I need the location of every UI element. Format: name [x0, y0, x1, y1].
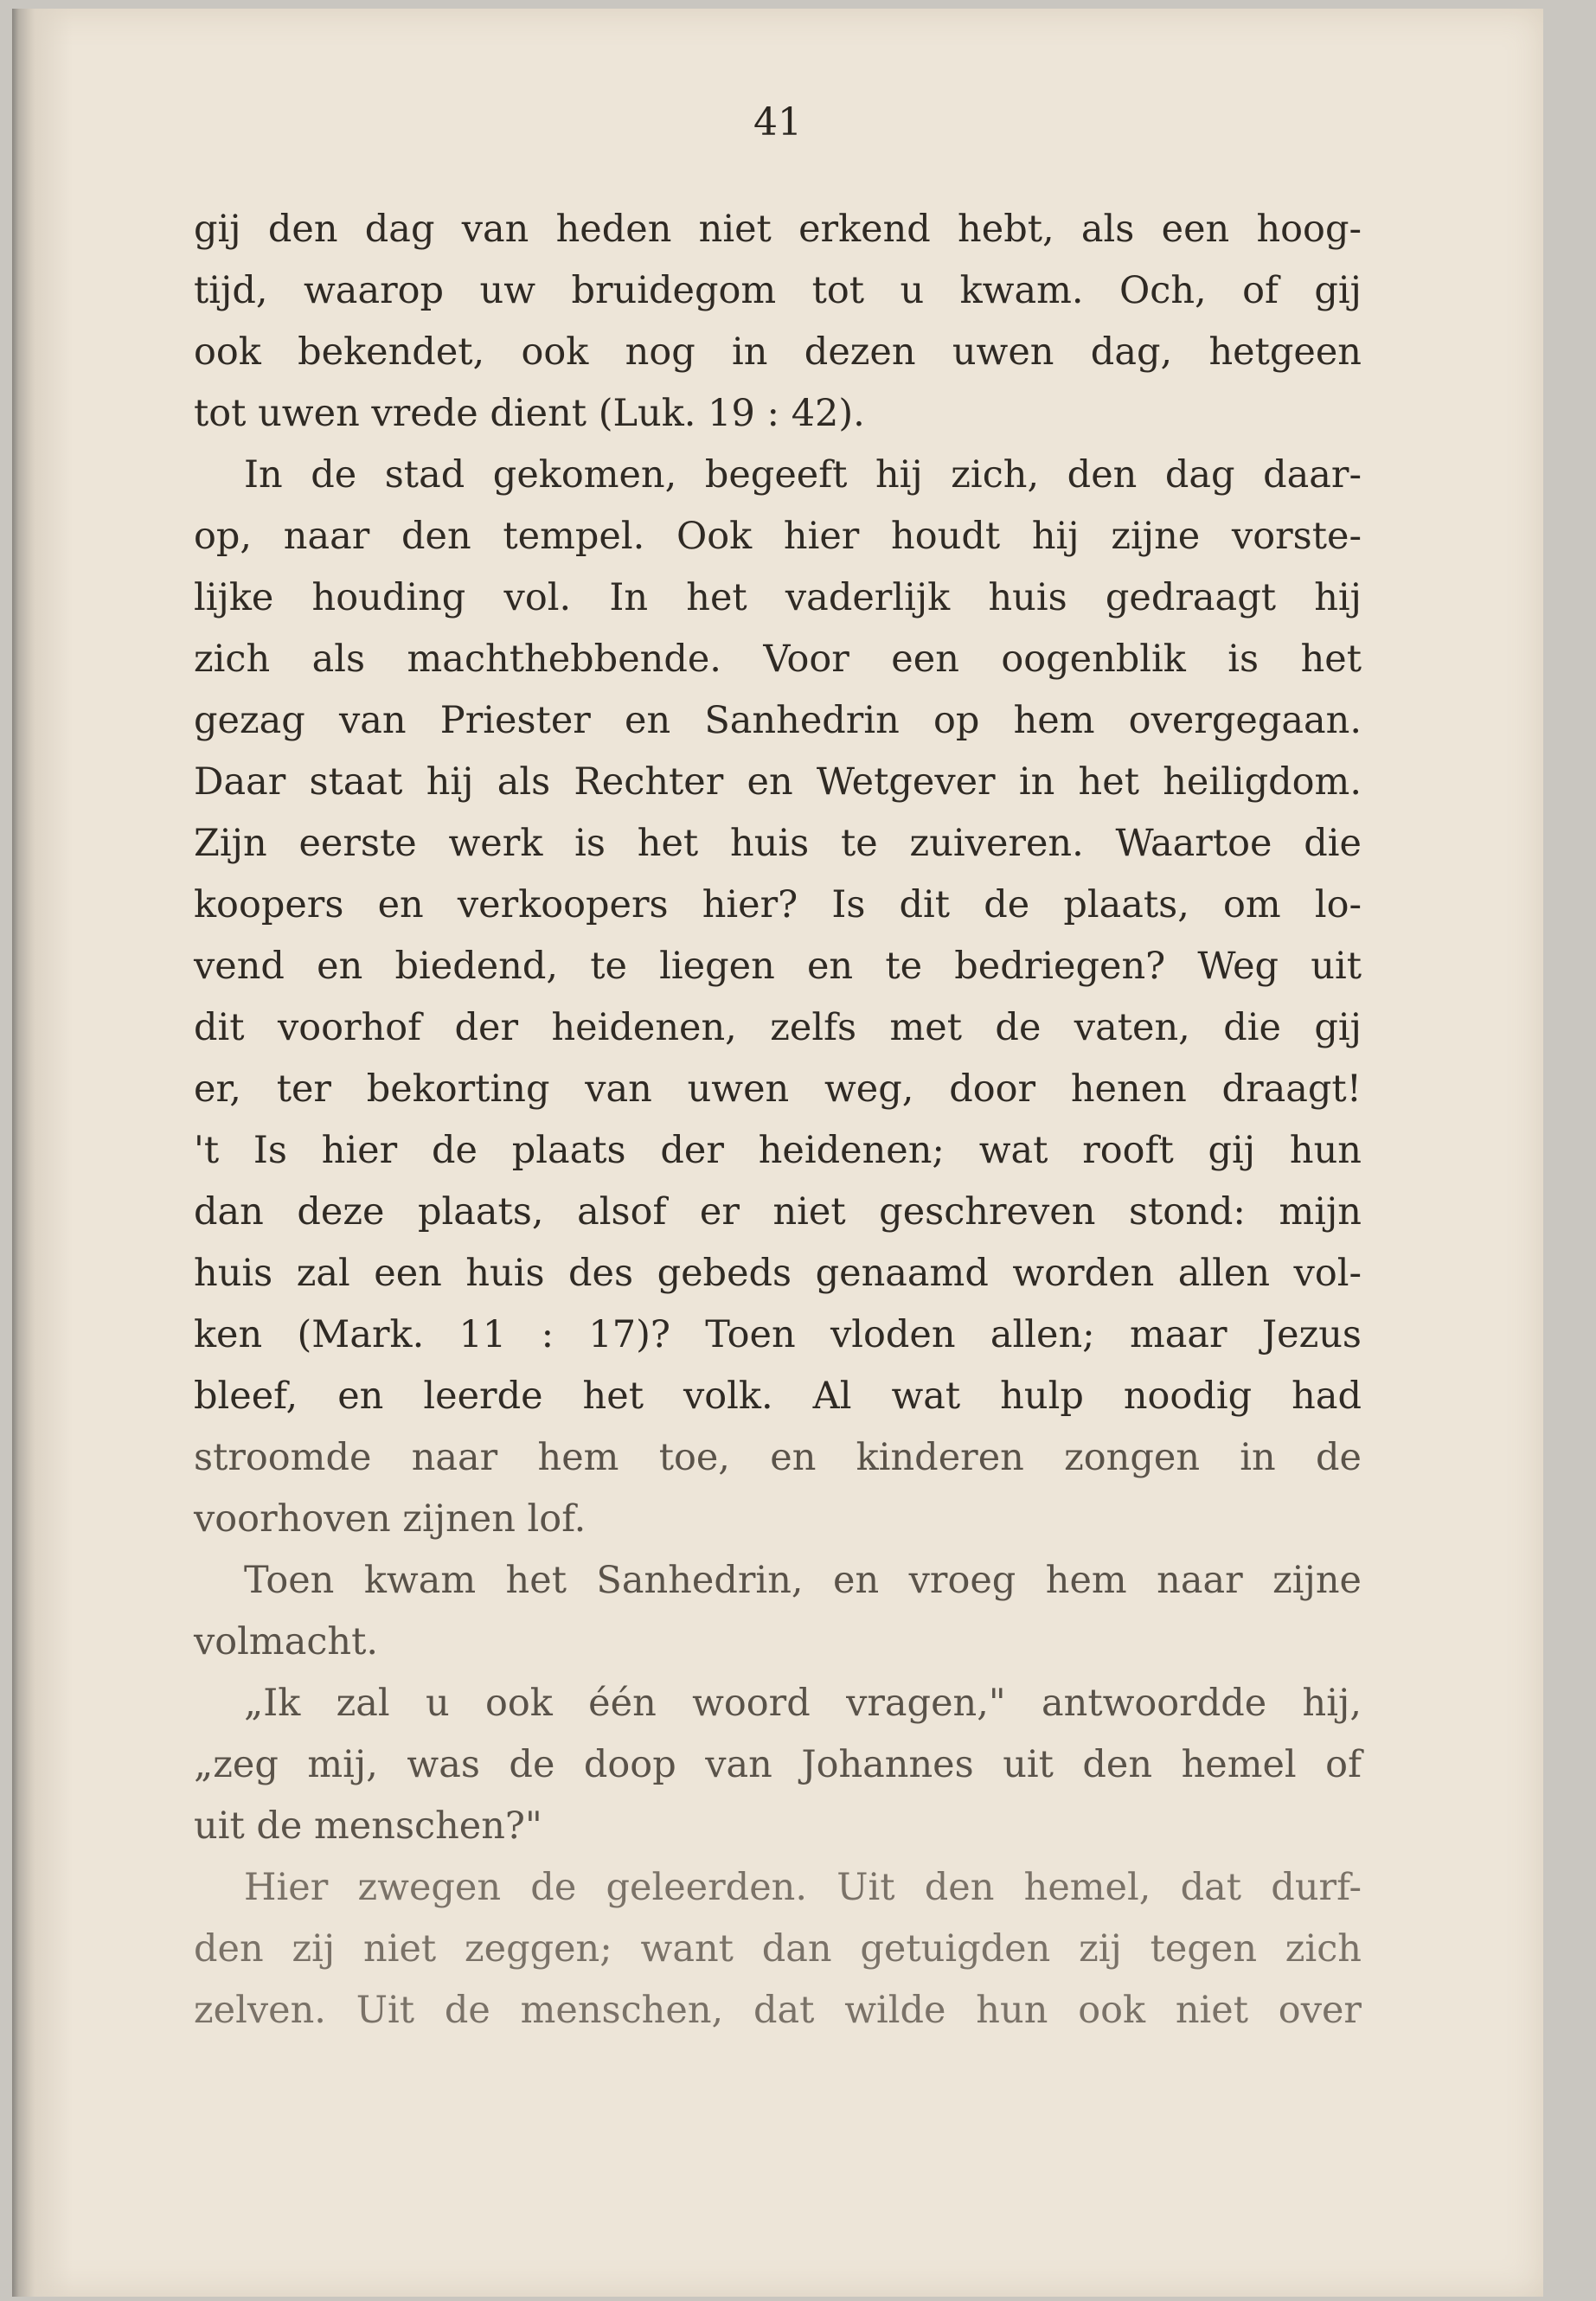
text-line: gij den dag van heden niet erkend hebt, als een hoog-	[194, 208, 1362, 251]
text-line: op, naar den tempel. Ook hier houdt hij zijne vorste-	[194, 515, 1362, 558]
text-line: bleef, en leerde het volk. Al wat hulp noodig had	[194, 1375, 1362, 1418]
text-line: zelven. Uit de menschen, dat wilde hun ook niet over	[194, 1989, 1362, 2032]
text-line: Toen kwam het Sanhedrin, en vroeg hem naar zijne	[244, 1559, 1362, 1602]
book-page	[12, 9, 1543, 2297]
text-line: voorhoven zijnen lof.	[194, 1497, 586, 1541]
text-line: volmacht.	[194, 1620, 379, 1663]
text-line: huis zal een huis des gebeds genaamd worden allen vol-	[194, 1252, 1362, 1295]
page-gutter-shadow	[12, 9, 73, 2297]
text-line: „zeg mij, was de doop van Johannes uit den hemel of	[194, 1743, 1362, 1786]
body-text	[194, 199, 1362, 2041]
text-line: er, ter bekorting van uwen weg, door henen draagt!	[194, 1067, 1362, 1111]
text-line: den zij niet zeggen; want dan getuigden zij tegen zich	[194, 1927, 1362, 1971]
text-line: In de stad gekomen, begeeft hij zich, den dag daar-	[244, 453, 1362, 497]
text-line: tijd, waarop uw bruidegom tot u kwam. Och, of gij	[194, 269, 1362, 312]
text-line: koopers en verkoopers hier? Is dit de plaats, om lo-	[194, 883, 1362, 926]
text-line: zich als machthebbende. Voor een oogenblik is het	[194, 638, 1362, 681]
text-line: tot uwen vrede dient (Luk. 19 : 42).	[194, 392, 865, 435]
page-number: 41	[753, 100, 802, 144]
text-line: Zijn eerste werk is het huis te zuiveren. Waartoe die	[194, 822, 1362, 865]
text-line: Hier zwegen de geleerden. Uit den hemel, dat durf-	[244, 1866, 1362, 1909]
text-line: lijke houding vol. In het vaderlijk huis gedraagt hij	[194, 576, 1362, 619]
text-line: gezag van Priester en Sanhedrin op hem overgegaan.	[194, 699, 1362, 742]
text-line: ken (Mark. 11 : 17)? Toen vloden allen; maar Jezus	[194, 1313, 1362, 1356]
text-line: stroomde naar hem toe, en kinderen zongen in de	[194, 1436, 1362, 1479]
text-line: vend en biedend, te liegen en te bedriegen? Weg uit	[194, 945, 1362, 988]
text-line: dit voorhof der heidenen, zelfs met de vaten, die gij	[194, 1006, 1362, 1049]
text-line: ook bekendet, ook nog in dezen uwen dag, hetgeen	[194, 330, 1362, 374]
text-line: „Ik zal u ook één woord vragen," antwoordde hij,	[244, 1682, 1362, 1725]
text-line: Daar staat hij als Rechter en Wetgever in het heiligdom.	[194, 760, 1362, 804]
text-line: uit de menschen?"	[194, 1804, 542, 1848]
text-line: 't Is hier de plaats der heidenen; wat rooft gij hun	[194, 1129, 1362, 1172]
text-line: dan deze plaats, alsof er niet geschreven stond: mijn	[194, 1190, 1362, 1234]
